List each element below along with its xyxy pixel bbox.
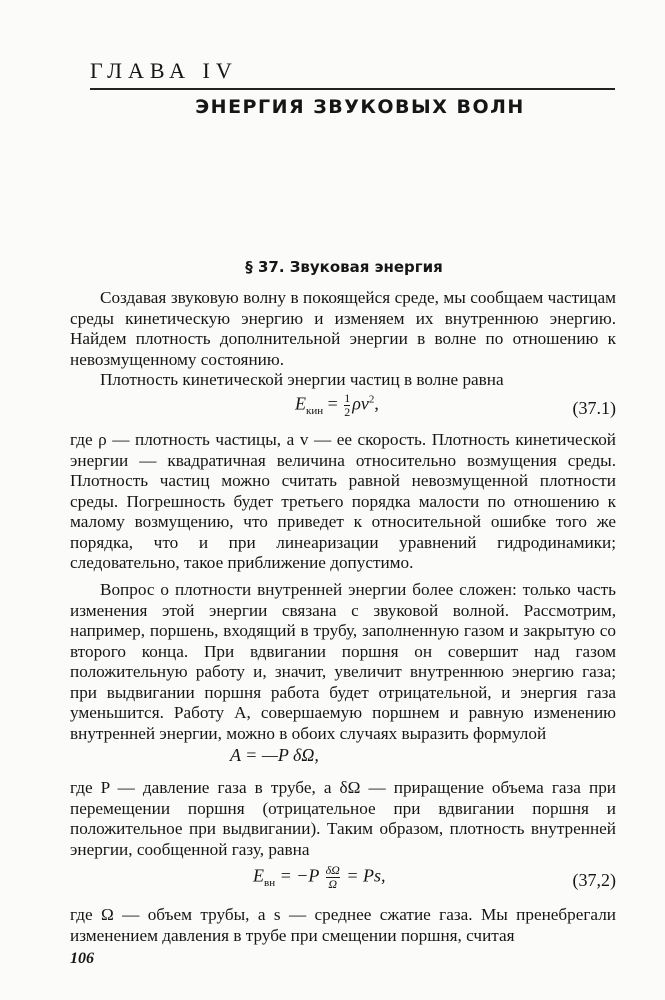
equation-37-1: $E_{кин}$ = $\frac{1}{2}$ $\rho v^2$, (37.1) xyxy=(295,391,616,419)
paragraph-4: Вопрос о плотности внутренней энергии более сложен: только часть изменения этой энергии связана с звуковой волной. Рассмотрим, например, поршень, входящий в трубу, заполненную газом и закрытую со второго конца. При вдвигании поршня он совершит над газом положительную работу и, значит, увеличит внутреннюю энергию газа; при выдвигании поршня работа будет отрицательной, и энергия газа уменьшится. Работу A, совершаемую поршнем и равную изменению внутренней энергии, можно в обоих случаях выразить формулой xyxy=(70,580,616,743)
equation-work: A = —P δΩ, xyxy=(230,745,319,765)
paragraph-2: Плотность кинетической энергии частиц в волне равна xyxy=(100,370,504,389)
equation-number: (37,2) xyxy=(572,870,616,890)
equation-37-2: $E_{вн} = -P$ $\frac{\delta\Omega}{\Omega}$ = Ps, (37,2) xyxy=(253,863,616,891)
paragraph-6: где Ω — объем трубы, а s — среднее сжатие газа. Мы пренебрегали изменением давления в трубе при смещении поршня, считая xyxy=(70,905,616,945)
page-number: 106 xyxy=(70,950,94,967)
paragraph-1: Создавая звуковую волну в покоящейся среде, мы сообщаем частицам среды кинетическую энергию и изменяем их внутреннюю энергию. Найдем плотность дополнительной энергии в волне по отношению к невозмущенному состоянию. xyxy=(70,288,616,369)
equation-number: (37.1) xyxy=(572,398,616,418)
paragraph-5: где P — давление газа в трубе, а δΩ — приращение объема газа при перемещении поршня (отрицательное при вдвигании поршня и положительное при выдвигании). Таким образом, плотность внутренней энергии, сообщенной газу, равна xyxy=(70,778,616,859)
header-rule xyxy=(90,88,615,90)
chapter-label: ГЛАВА IV xyxy=(90,58,238,83)
chapter-title: ЭНЕРГИЯ ЗВУКОВЫХ ВОЛН xyxy=(195,96,525,118)
section-title: § 37. Звуковая энергия xyxy=(245,258,443,276)
paragraph-3: где ρ — плотность частицы, а v — ее скорость. Плотность кинетической энергии — квадратичная величина относительно возмущения среды. Плотность частиц можно считать равной невозмущенной плотности среды. Погрешность будет третьего порядка малости по отношению к малому возмущению, что приведет к относительной ошибке того же порядка, что и при линеаризации уравнений гидродинамики; следовательно, такое приближение допустимо. xyxy=(70,430,616,572)
